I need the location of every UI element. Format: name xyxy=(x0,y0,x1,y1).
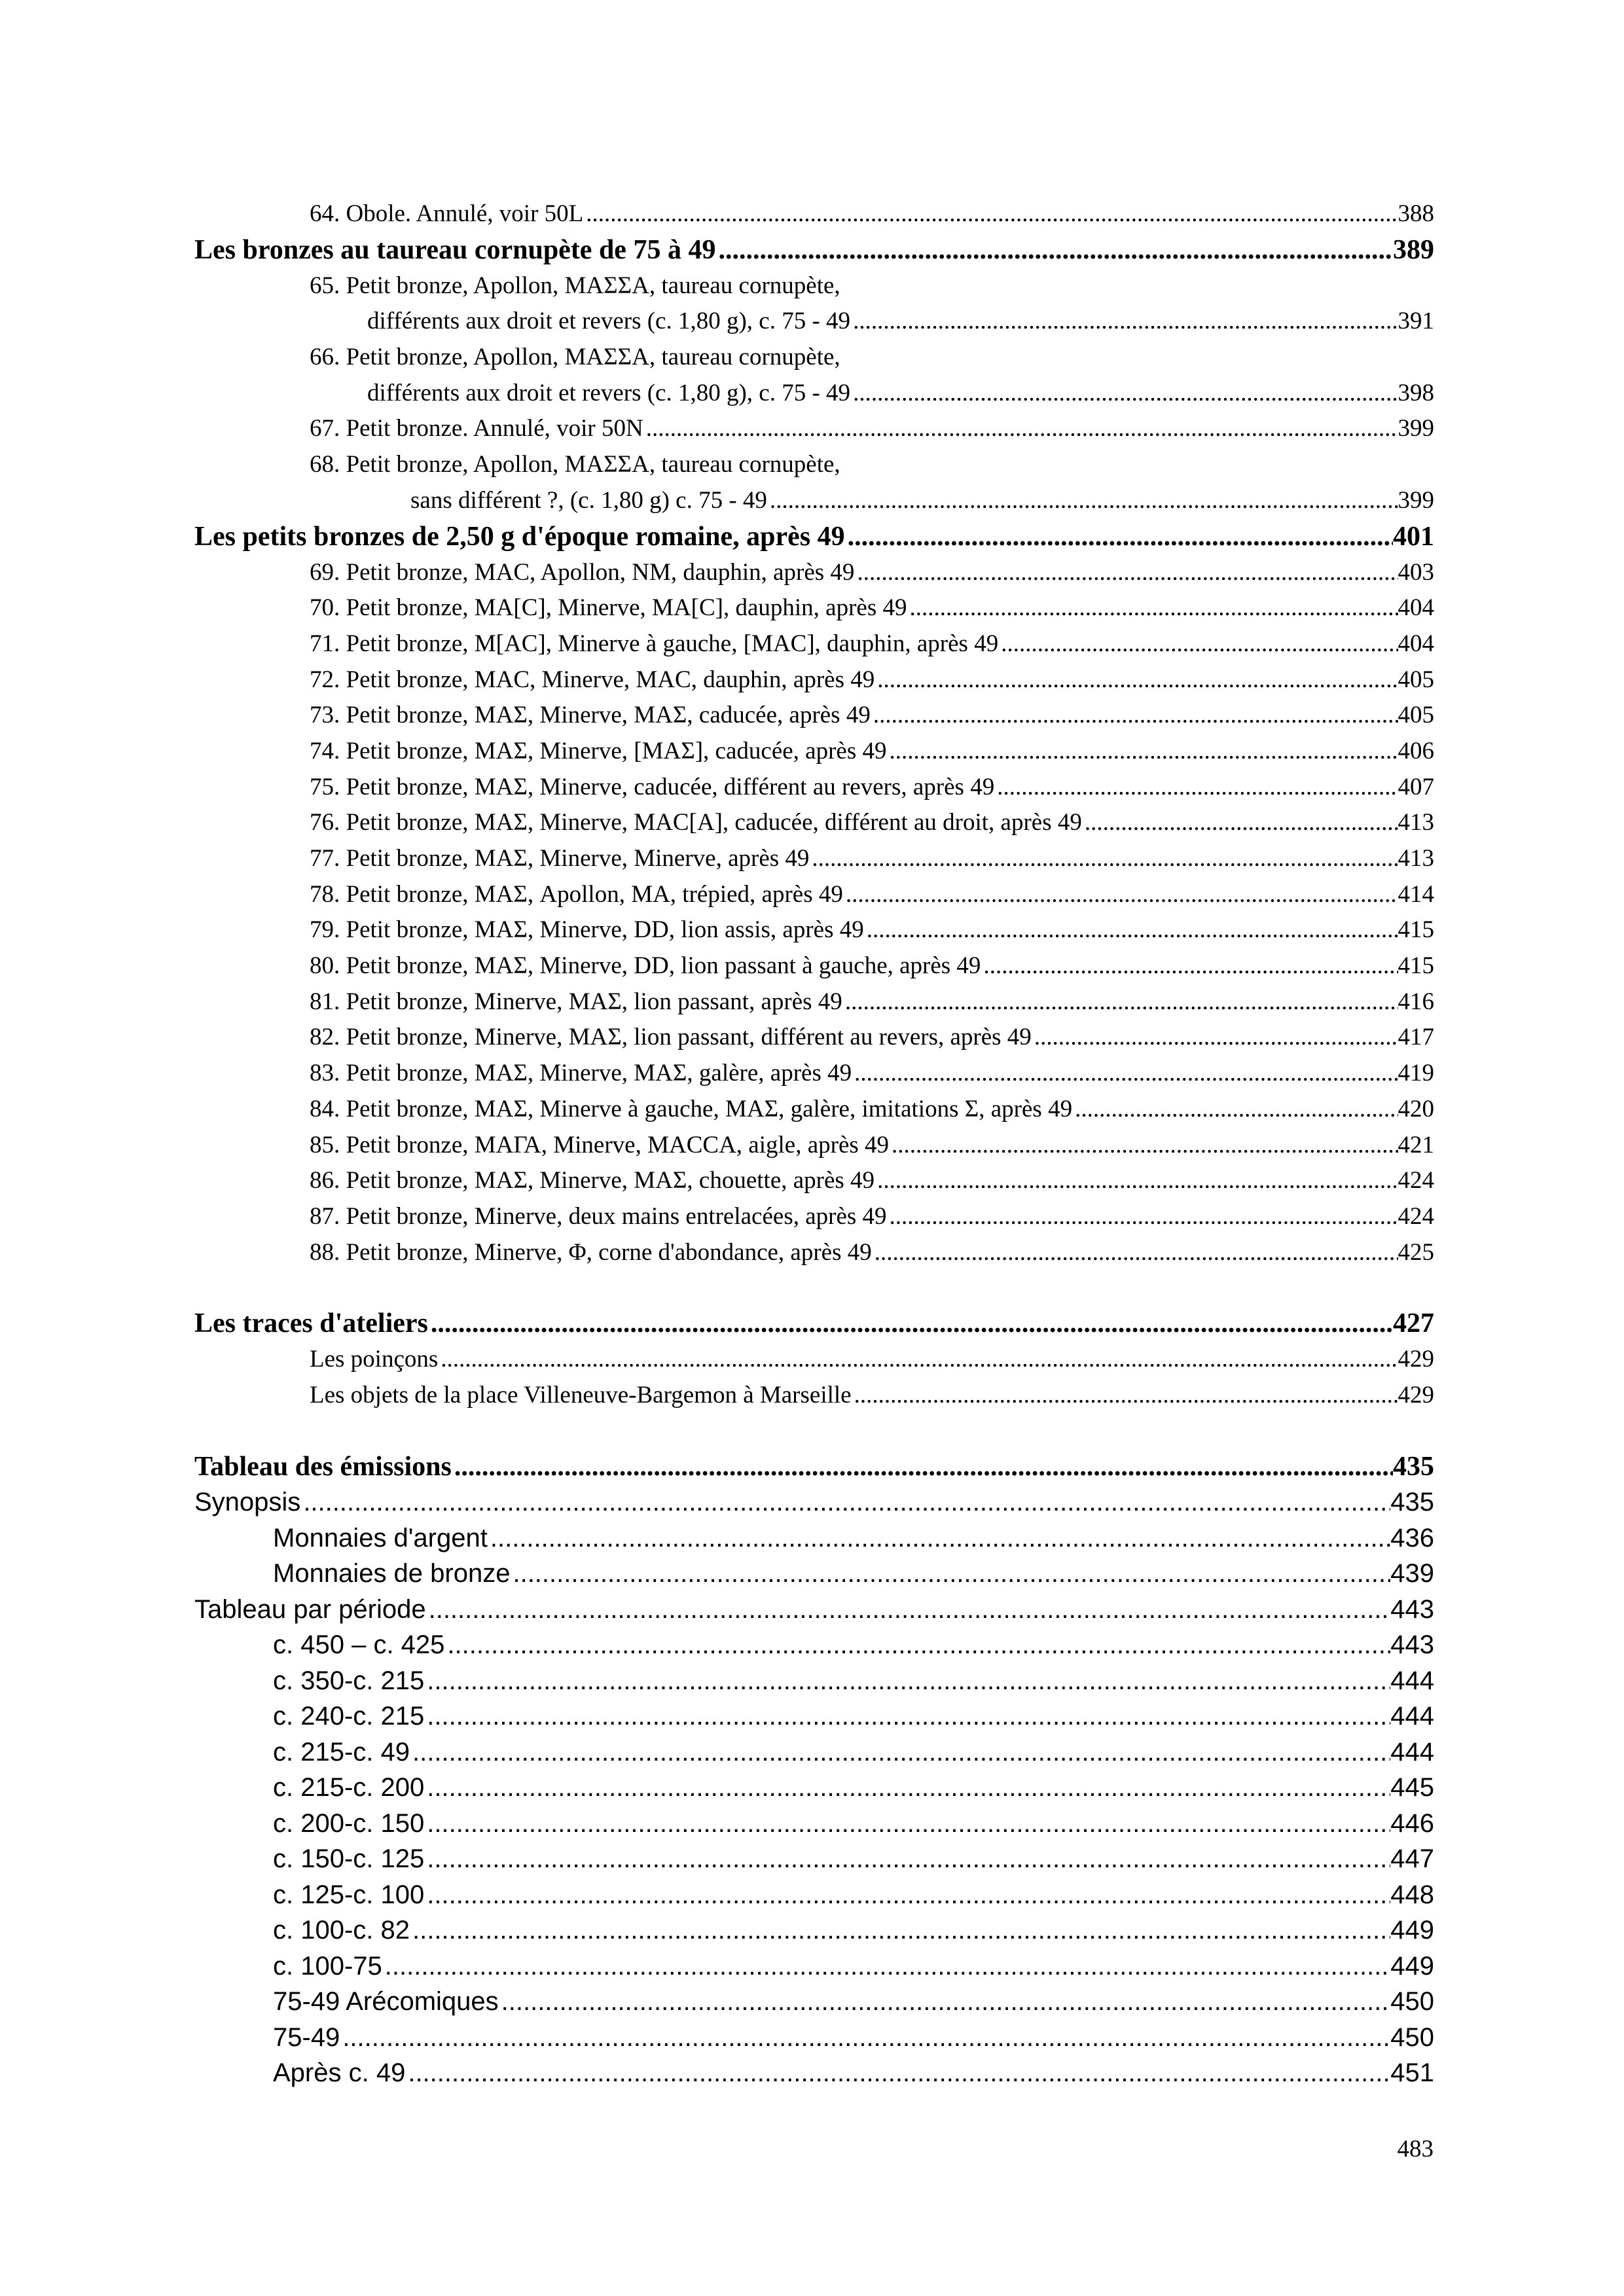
toc-entry[interactable] xyxy=(194,2055,1434,2091)
dot-leader xyxy=(300,1484,1390,1520)
dot-leader xyxy=(424,1877,1390,1913)
dot-leader xyxy=(872,1235,1398,1271)
toc-entry-label: 80. Petit bronze, ΜΑΣ, Minerve, DD, lion passant à gauche, après 49 xyxy=(310,952,981,980)
toc-entry[interactable] xyxy=(194,984,1434,1020)
toc-entry-label: 79. Petit bronze, ΜΑΣ, Minerve, DD, lion assis, après 49 xyxy=(310,916,864,944)
dot-leader xyxy=(886,734,1398,770)
toc-entry-label: 84. Petit bronze, ΜΑΣ, Minerve à gauche, ΜΑΣ, galère, imitations Σ, après 49 xyxy=(310,1095,1073,1122)
dot-leader xyxy=(809,841,1398,877)
toc-entry-page: 444 xyxy=(1390,1702,1434,1731)
toc-entry[interactable] xyxy=(194,340,1434,376)
toc-entry[interactable] xyxy=(194,2020,1434,2056)
toc-entry[interactable] xyxy=(194,1556,1434,1592)
toc-entry-label: Les petits bronzes de 2,50 g d'époque romaine, après 49 xyxy=(194,521,845,552)
toc-entry[interactable] xyxy=(194,1984,1434,2020)
toc-entry-label: Tableau par période xyxy=(194,1594,426,1624)
toc-entry-page: 435 xyxy=(1393,1451,1434,1482)
toc-entry-label: différents aux droit et revers (c. 1,80 g), c. 75 - 49 xyxy=(367,308,851,335)
dot-leader xyxy=(643,411,1398,447)
toc-entry-page: 420 xyxy=(1398,1095,1434,1122)
dot-leader xyxy=(854,555,1398,591)
toc-entry-page: 450 xyxy=(1390,2022,1434,2052)
toc-entry-page: 406 xyxy=(1398,737,1434,764)
toc-entry-label: 78. Petit bronze, ΜΑΣ, Apollon, MA, trépied, après 49 xyxy=(310,880,843,908)
dot-leader xyxy=(340,2020,1390,2056)
toc-entry-label: 65. Petit bronze, Apollon, ΜΑΣΣΑ, taureau cornupète, xyxy=(310,272,840,299)
spacer xyxy=(194,1270,1434,1306)
toc-entry-page: 417 xyxy=(1398,1024,1434,1051)
dot-leader xyxy=(488,1520,1390,1556)
toc-entry[interactable] xyxy=(194,770,1434,806)
toc-entry[interactable] xyxy=(194,1020,1434,1056)
dot-leader xyxy=(875,1163,1398,1199)
toc-entry-page: 421 xyxy=(1398,1131,1434,1158)
toc-entry-page: 444 xyxy=(1390,1666,1434,1695)
toc-entry-page: 424 xyxy=(1398,1202,1434,1230)
dot-leader xyxy=(499,1984,1391,2020)
toc-entry-page: 403 xyxy=(1398,558,1434,586)
toc-entry-page: 414 xyxy=(1398,880,1434,908)
dot-leader xyxy=(583,196,1398,232)
toc-entry[interactable] xyxy=(194,1806,1434,1842)
spacer xyxy=(194,1414,1434,1449)
toc-entry-label: Les bronzes au taureau cornupète de 75 à 49 xyxy=(194,234,716,265)
toc-entry-continuation[interactable] xyxy=(194,304,1434,340)
toc-entry[interactable] xyxy=(194,1948,1434,1984)
toc-entry-label: Tableau des émissions xyxy=(194,1451,452,1482)
toc-entry-label: 76. Petit bronze, ΜΑΣ, Minerve, MAC[A], caducée, différent au droit, après 49 xyxy=(310,809,1082,836)
dot-leader xyxy=(887,1199,1398,1235)
toc-entry-label: c. 215-c. 200 xyxy=(273,1773,425,1803)
toc-entry-label: c. 100-75 xyxy=(273,1951,382,1981)
toc-entry[interactable] xyxy=(194,1627,1434,1663)
toc-entry-label: c. 150-c. 125 xyxy=(273,1844,425,1874)
toc-entry-label: Après c. 49 xyxy=(273,2058,406,2088)
dot-leader xyxy=(410,1734,1390,1770)
toc-entry-page: 407 xyxy=(1398,773,1434,800)
toc-entry[interactable] xyxy=(194,447,1434,483)
toc-entry-label: 75. Petit bronze, ΜΑΣ, Minerve, caducée, différent au revers, après 49 xyxy=(310,773,995,800)
toc-entry-label: c. 215-c. 49 xyxy=(273,1737,410,1767)
dot-leader xyxy=(510,1556,1390,1592)
toc-entry[interactable] xyxy=(194,1841,1434,1877)
dot-leader xyxy=(405,2055,1390,2091)
dot-leader xyxy=(424,1770,1390,1806)
toc-entry-label: 83. Petit bronze, ΜΑΣ, Minerve, ΜΑΣ, galère, après 49 xyxy=(310,1060,852,1087)
toc-entry-label: 70. Petit bronze, MA[C], Minerve, MA[C], dauphin, après 49 xyxy=(310,594,907,622)
toc-entry[interactable] xyxy=(194,555,1434,591)
toc-entry-label: 88. Petit bronze, Minerve, Φ, corne d'abondance, après 49 xyxy=(310,1238,872,1266)
toc-entry[interactable] xyxy=(194,1770,1434,1806)
toc-entry-page: 388 xyxy=(1398,200,1434,227)
dot-leader xyxy=(426,1592,1391,1628)
toc-entry[interactable] xyxy=(194,912,1434,948)
toc-entry-label: Les traces d'ateliers xyxy=(194,1308,428,1339)
dot-leader xyxy=(850,376,1398,412)
toc-entry[interactable] xyxy=(194,1163,1434,1199)
toc-section-heading[interactable] xyxy=(194,519,1434,555)
dot-leader xyxy=(715,232,1393,268)
dot-leader xyxy=(424,1806,1390,1842)
toc-section-heading[interactable] xyxy=(194,1306,1434,1342)
toc-entry[interactable] xyxy=(194,1056,1434,1092)
toc-entry-label: 74. Petit bronze, ΜΑΣ, Minerve, [ΜΑΣ], caducée, après 49 xyxy=(310,737,887,764)
toc-entry-page: 439 xyxy=(1390,1559,1434,1588)
dot-leader xyxy=(907,590,1398,626)
toc-entry-label: 87. Petit bronze, Minerve, deux mains entrelacées, après 49 xyxy=(310,1202,887,1230)
dot-leader xyxy=(864,912,1398,948)
toc-entry[interactable] xyxy=(194,268,1434,304)
toc-entry-label: c. 240-c. 215 xyxy=(273,1702,425,1731)
toc-entry-page: 399 xyxy=(1398,486,1434,514)
toc-entry[interactable] xyxy=(194,734,1434,770)
toc-entry-page: 405 xyxy=(1398,702,1434,729)
toc-entry[interactable] xyxy=(194,1520,1434,1556)
toc-entry[interactable] xyxy=(194,841,1434,877)
dot-leader xyxy=(843,877,1398,913)
toc-entry-page: 445 xyxy=(1390,1773,1434,1803)
toc-entry[interactable] xyxy=(194,196,1434,232)
toc-entry-label: 64. Obole. Annulé, voir 50L xyxy=(310,200,584,227)
toc-entry-page: 425 xyxy=(1398,1238,1434,1266)
toc-entry-page: 413 xyxy=(1398,845,1434,872)
toc-entry-page: 429 xyxy=(1398,1346,1434,1373)
dot-leader xyxy=(852,1056,1398,1092)
toc-entry[interactable] xyxy=(194,1912,1434,1948)
toc-entry-page: 404 xyxy=(1398,630,1434,657)
toc-entry[interactable] xyxy=(194,1734,1434,1770)
toc-entry-label: 69. Petit bronze, MAC, Apollon, NM, dauphin, après 49 xyxy=(310,558,855,586)
toc-entry-page: 446 xyxy=(1390,1808,1434,1838)
toc-entry-page: 448 xyxy=(1390,1880,1434,1909)
toc-entry-page: 413 xyxy=(1398,809,1434,836)
toc-entry[interactable] xyxy=(194,698,1434,734)
toc-entry-page: 427 xyxy=(1393,1308,1434,1339)
dot-leader xyxy=(1082,805,1398,841)
dot-leader xyxy=(845,519,1393,555)
toc-entry-label: Synopsis xyxy=(194,1488,301,1517)
dot-leader xyxy=(410,1912,1390,1948)
toc-entry-continuation[interactable] xyxy=(194,376,1434,412)
toc-entry-page: 401 xyxy=(1393,521,1434,552)
toc-entry[interactable] xyxy=(194,1235,1434,1271)
dot-leader xyxy=(871,698,1398,734)
toc-entry-label: c. 125-c. 100 xyxy=(273,1880,425,1909)
toc-entry-label: 75-49 Arécomiques xyxy=(273,1987,499,2017)
toc-entry-page: 443 xyxy=(1390,1594,1434,1624)
toc-entry-page: 415 xyxy=(1398,952,1434,980)
dot-leader xyxy=(875,662,1398,698)
toc-entry-label: sans différent ?, (c. 1,80 g) c. 75 - 49 xyxy=(410,486,767,514)
toc-entry-page: 449 xyxy=(1390,1916,1434,1945)
toc-entry-label: 82. Petit bronze, Minerve, ΜΑΣ, lion passant, différent au revers, après 49 xyxy=(310,1024,1032,1051)
toc-entry-page: 404 xyxy=(1398,594,1434,622)
page-number: 483 xyxy=(1397,2136,1434,2162)
toc-entry-label: Monnaies d'argent xyxy=(273,1523,488,1552)
toc-entry-continuation[interactable] xyxy=(194,483,1434,519)
toc-entry[interactable] xyxy=(194,1877,1434,1913)
dot-leader xyxy=(444,1627,1390,1663)
toc-entry-page: 447 xyxy=(1390,1844,1434,1874)
toc-entry-page: 398 xyxy=(1398,379,1434,406)
toc-entry-page: 449 xyxy=(1390,1951,1434,1981)
toc-entry-label: c. 450 – c. 425 xyxy=(273,1630,445,1660)
dot-leader xyxy=(842,984,1398,1020)
toc-entry[interactable] xyxy=(194,805,1434,841)
toc-entry-label: 86. Petit bronze, ΜΑΣ, Minerve, ΜΑΣ, chouette, après 49 xyxy=(310,1167,875,1194)
toc-entry[interactable] xyxy=(194,1663,1434,1699)
toc-entry-page: 424 xyxy=(1398,1167,1434,1194)
toc-entry-label: 85. Petit bronze, ΜΑΓΑ, Minerve, MACCA, aigle, après 49 xyxy=(310,1131,890,1158)
dot-leader xyxy=(998,626,1398,662)
toc-entry-label: Monnaies de bronze xyxy=(273,1559,511,1588)
toc-entry-page: 419 xyxy=(1398,1060,1434,1087)
dot-leader xyxy=(1072,1092,1398,1128)
toc-entry-page: 444 xyxy=(1390,1737,1434,1767)
dot-leader xyxy=(994,770,1398,806)
dot-leader xyxy=(428,1306,1393,1342)
dot-leader xyxy=(438,1342,1398,1378)
toc-entry-label: 72. Petit bronze, MAC, Minerve, MAC, dauphin, après 49 xyxy=(310,666,875,693)
dot-leader xyxy=(981,948,1398,984)
toc-entry[interactable] xyxy=(194,590,1434,626)
toc-entry[interactable] xyxy=(194,1342,1434,1378)
toc-entry-page: 389 xyxy=(1393,234,1434,265)
toc-entry[interactable] xyxy=(194,1199,1434,1235)
toc-entry-label: 75-49 xyxy=(273,2022,340,2052)
toc-entry[interactable] xyxy=(194,662,1434,698)
toc-entry-label: 77. Petit bronze, ΜΑΣ, Minerve, Minerve, après 49 xyxy=(310,845,810,872)
toc-entry-page: 451 xyxy=(1390,2058,1434,2088)
toc-entry-label: 68. Petit bronze, Apollon, ΜΑΣΣΑ, taureau cornupète, xyxy=(310,451,840,478)
dot-leader xyxy=(424,1663,1390,1699)
toc-entry-page: 429 xyxy=(1398,1381,1434,1408)
toc-entry[interactable] xyxy=(194,877,1434,913)
toc-entry[interactable] xyxy=(194,1378,1434,1414)
dot-leader xyxy=(852,1378,1398,1414)
dot-leader xyxy=(424,1698,1390,1734)
toc-entry[interactable] xyxy=(194,1592,1434,1628)
dot-leader xyxy=(424,1841,1390,1877)
table-of-contents xyxy=(194,196,1434,2091)
dot-leader xyxy=(382,1948,1390,1984)
toc-entry-label: 67. Petit bronze. Annulé, voir 50N xyxy=(310,415,643,442)
toc-entry[interactable] xyxy=(194,1484,1434,1520)
toc-entry-page: 450 xyxy=(1390,1987,1434,2017)
toc-entry-label: c. 200-c. 150 xyxy=(273,1808,425,1838)
toc-entry-label: 73. Petit bronze, ΜΑΣ, Minerve, ΜΑΣ, caducée, après 49 xyxy=(310,702,871,729)
toc-entry[interactable] xyxy=(194,626,1434,662)
toc-entry-page: 416 xyxy=(1398,988,1434,1015)
dot-leader xyxy=(452,1449,1393,1485)
toc-entry-label: c. 100-c. 82 xyxy=(273,1916,410,1945)
dot-leader xyxy=(1032,1020,1398,1056)
toc-section-heading[interactable] xyxy=(194,1449,1434,1485)
dot-leader xyxy=(767,483,1398,519)
toc-entry-page: 391 xyxy=(1398,308,1434,335)
dot-leader xyxy=(889,1128,1398,1164)
toc-entry-label: 71. Petit bronze, M[AC], Minerve à gauche, [MAC], dauphin, après 49 xyxy=(310,630,999,657)
toc-entry-label: Les objets de la place Villeneuve-Bargemon à Marseille xyxy=(310,1381,852,1408)
toc-entry-page: 435 xyxy=(1390,1488,1434,1517)
toc-entry-page: 405 xyxy=(1398,666,1434,693)
toc-entry[interactable] xyxy=(194,948,1434,984)
toc-entry-label: Les poinçons xyxy=(310,1346,439,1373)
toc-entry-page: 436 xyxy=(1390,1523,1434,1552)
toc-entry-page: 415 xyxy=(1398,916,1434,944)
toc-section-heading[interactable] xyxy=(194,232,1434,268)
toc-entry[interactable] xyxy=(194,411,1434,447)
toc-entry-label: c. 350-c. 215 xyxy=(273,1666,425,1695)
toc-entry-label: 66. Petit bronze, Apollon, ΜΑΣΣΑ, taureau cornupète, xyxy=(310,344,840,371)
toc-entry-label: différents aux droit et revers (c. 1,80 g), c. 75 - 49 xyxy=(367,379,851,406)
toc-entry[interactable] xyxy=(194,1128,1434,1164)
toc-entry-label: 81. Petit bronze, Minerve, ΜΑΣ, lion passant, après 49 xyxy=(310,988,842,1015)
toc-entry[interactable] xyxy=(194,1092,1434,1128)
dot-leader xyxy=(850,304,1398,340)
toc-entry-page: 443 xyxy=(1390,1630,1434,1660)
toc-entry[interactable] xyxy=(194,1698,1434,1734)
toc-entry-page: 399 xyxy=(1398,415,1434,442)
